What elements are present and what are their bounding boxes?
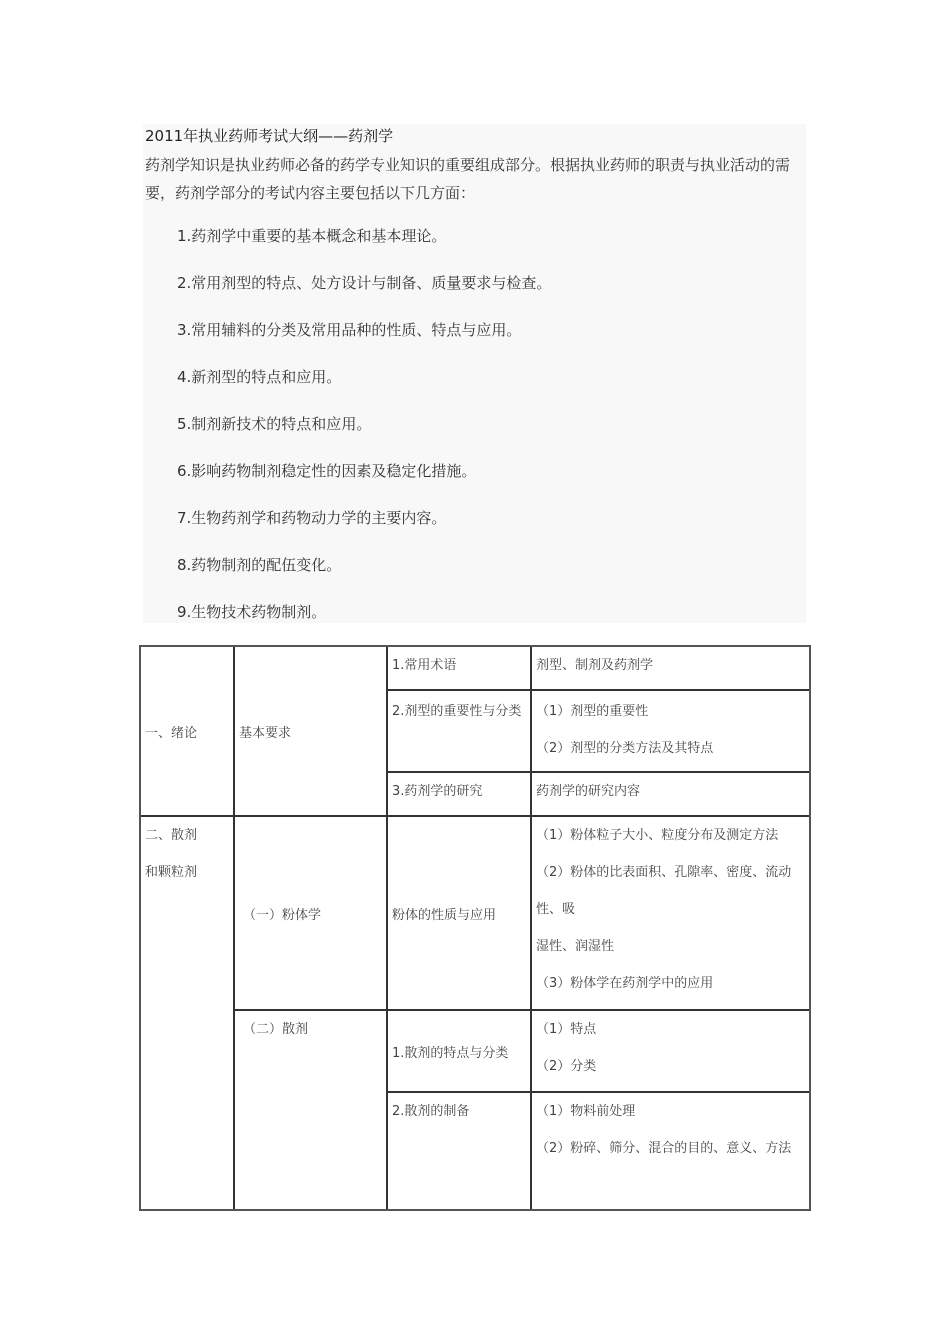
- topic-cell: 1.散剂的特点与分类: [388, 1011, 532, 1093]
- list-item: 3.常用辅料的分类及常用品种的性质、特点与应用。: [177, 321, 522, 339]
- list-item: 1.药剂学中重要的基本概念和基本理论。: [177, 227, 447, 245]
- list-item: 9.生物技术药物制剂。: [177, 603, 327, 621]
- list-item: 6.影响药物制剂稳定性的因素及稳定化措施。: [177, 462, 477, 480]
- list-item: 7.生物药剂学和药物动力学的主要内容。: [177, 509, 447, 527]
- list-item: 4.新剂型的特点和应用。: [177, 368, 342, 386]
- topic-cell: 3.药剂学的研究: [388, 773, 532, 817]
- topic-cell: 1.常用术语: [388, 647, 532, 691]
- subsection-cell: （二）散剂: [235, 1011, 388, 1209]
- points-cell: （1）特点 （2）分类: [532, 1011, 809, 1093]
- list-item: 8.药物制剂的配伍变化。: [177, 556, 342, 574]
- points-cell: （1）剂型的重要性 （2）剂型的分类方法及其特点: [532, 691, 809, 773]
- topic-cell: 粉体的性质与应用: [388, 817, 532, 1011]
- points-cell: 药剂学的研究内容: [532, 773, 809, 817]
- list-item: 2.常用剂型的特点、处方设计与制备、质量要求与检查。: [177, 274, 552, 292]
- topic-cell: 2.散剂的制备: [388, 1093, 532, 1209]
- points-cell: 剂型、制剂及药剂学: [532, 647, 809, 691]
- table-row: [141, 817, 809, 1011]
- subsection-cell: （一）粉体学: [235, 817, 388, 1011]
- unit-cell: 一、绪论: [141, 647, 235, 817]
- document-title: 2011年执业药师考试大纲——药剂学: [145, 127, 394, 145]
- table-row: [141, 647, 809, 691]
- topic-cell: 2.剂型的重要性与分类: [388, 691, 532, 773]
- points-cell: （1）粉体粒子大小、粒度分布及测定方法 （2）粉体的比表面积、孔隙率、密度、流动性、吸 湿性、润湿性 （3）粉体学在药剂学中的应用: [532, 817, 809, 1011]
- list-item: 5.制剂新技术的特点和应用。: [177, 415, 372, 433]
- requirement-cell: 基本要求: [235, 647, 388, 817]
- syllabus-table: [139, 645, 811, 1211]
- unit-cell: 二、散剂 和颗粒剂: [141, 817, 235, 1209]
- table-row: [141, 1011, 809, 1093]
- points-cell: （1）物料前处理 （2）粉碎、筛分、混合的目的、意义、方法: [536, 1104, 792, 1156]
- intro-paragraph: 药剂学知识是执业药师必备的药学专业知识的重要组成部分。根据执业药师的职责与执业活动的需要，药剂学部分的考试内容主要包括以下几方面：: [145, 156, 791, 202]
- intro-section: [143, 124, 806, 623]
